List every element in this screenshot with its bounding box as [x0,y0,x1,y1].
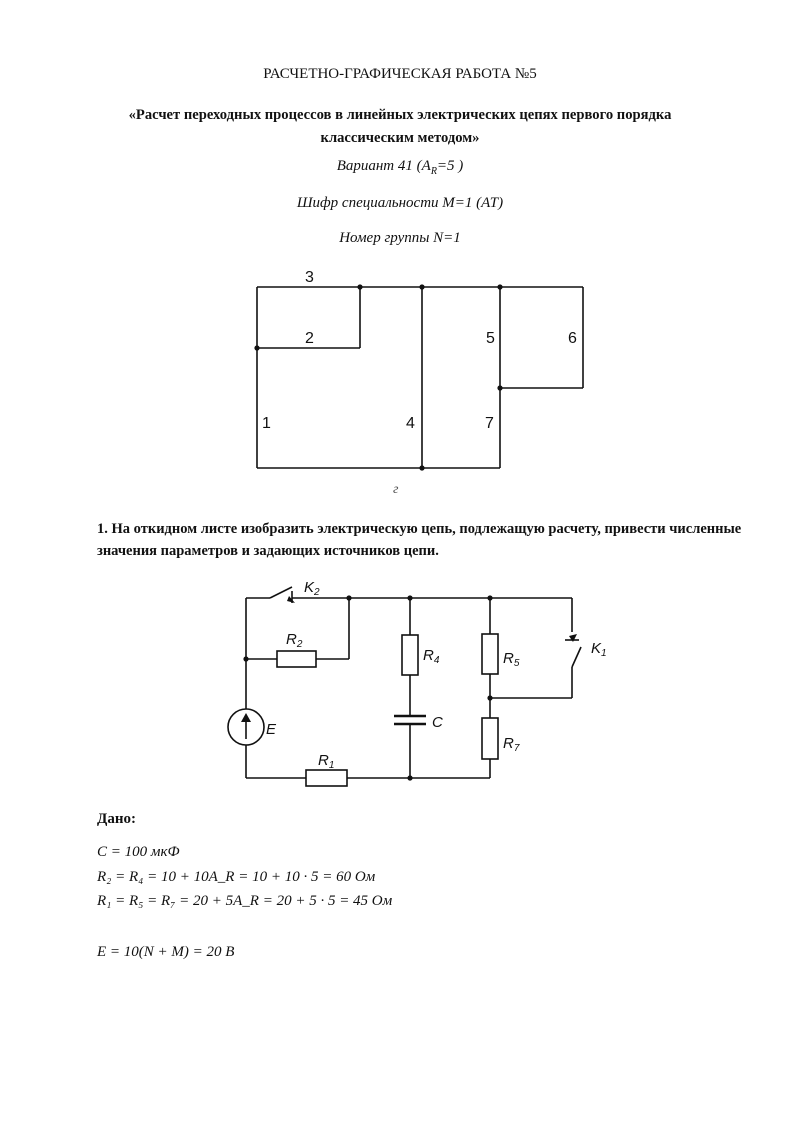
branch-label-6: 6 [568,330,577,347]
document-title: РАСЧЕТНО-ГРАФИЧЕСКАЯ РАБОТА №5 [263,66,537,82]
circuit-node [487,695,492,700]
given-heading: Дано: [97,811,136,827]
circuit-node [487,595,492,600]
graph-node [497,385,502,390]
graph-caption: г [393,482,399,497]
switch-k1-blade [572,647,581,667]
branch-label-7: 7 [485,415,494,432]
resistor-r7 [482,718,498,759]
graph-labels [262,269,577,497]
resistor-r1 [306,770,347,786]
graph-node [419,284,424,289]
label-r1: $R_1$ [318,752,335,771]
variant-suffix: =5 ) [436,158,464,174]
branch-label-1: 1 [262,415,271,432]
variant-prefix: Вариант 41 (A [336,158,431,174]
branch-label-4: 4 [406,415,415,432]
resistor-r4 [402,635,418,675]
formula-r2-r4: R₂ = R₄ = 10 + 10A_R = 10 + 10 · 5 = 60 Ом [97,869,376,885]
label-r4: $R_4$ [423,647,440,666]
formula-source-e: E = 10(N + M) = 20 В [97,944,235,960]
resistor-r2 [277,651,316,667]
electric-circuit [228,587,581,786]
graph-nodes [254,284,502,470]
graph-node [254,345,259,350]
branch-label-5: 5 [486,330,495,347]
circuit-node [407,775,412,780]
group-line: Номер группы N=1 [339,230,461,246]
switch-k2-arrow-icon [287,596,295,603]
variant-subscript: R [430,166,437,177]
specialty-line: Шифр специальности M=1 (АТ) [296,195,504,211]
switch-k2-blade [270,587,292,598]
label-r7: $R_7$ [503,735,520,754]
subtitle-line-2: классическим методом» [320,130,480,146]
circuit-labels [266,579,607,771]
label-k1: $K_1$ [591,640,607,659]
circuit-node [407,595,412,600]
label-k2: $K_2$ [304,579,320,598]
resistor-r5 [482,634,498,674]
source-arrow-head-icon [241,713,251,722]
circuit-decor [241,595,577,780]
label-capacitor: C [432,714,443,731]
graph-node [419,465,424,470]
label-r2: $R_2$ [286,631,303,650]
branch-label-2: 2 [305,330,314,347]
subtitle-line-1: «Расчет переходных процессов в линейных электрических цепях первого порядка [128,107,672,123]
formula-r1-r5-r7: R₁ = R₅ = R₇ = 20 + 5A_R = 20 + 5 · 5 = 45 Ом [97,893,393,909]
label-source-e: E [266,721,277,738]
formula-capacitance: C = 100 мкФ [97,844,180,860]
circuit-node [346,595,351,600]
branch-label-3: 3 [305,269,314,286]
graph-node [357,284,362,289]
circuit-graph [257,287,583,468]
label-r5: $R_5$ [503,650,520,669]
task-text: 1. На откидном листе изобразить электрическую цепь, подлежащую расчету, привести численные значения параметров и задающих источников цепи. [97,521,742,559]
circuit-node [243,656,248,661]
graph-node [497,284,502,289]
